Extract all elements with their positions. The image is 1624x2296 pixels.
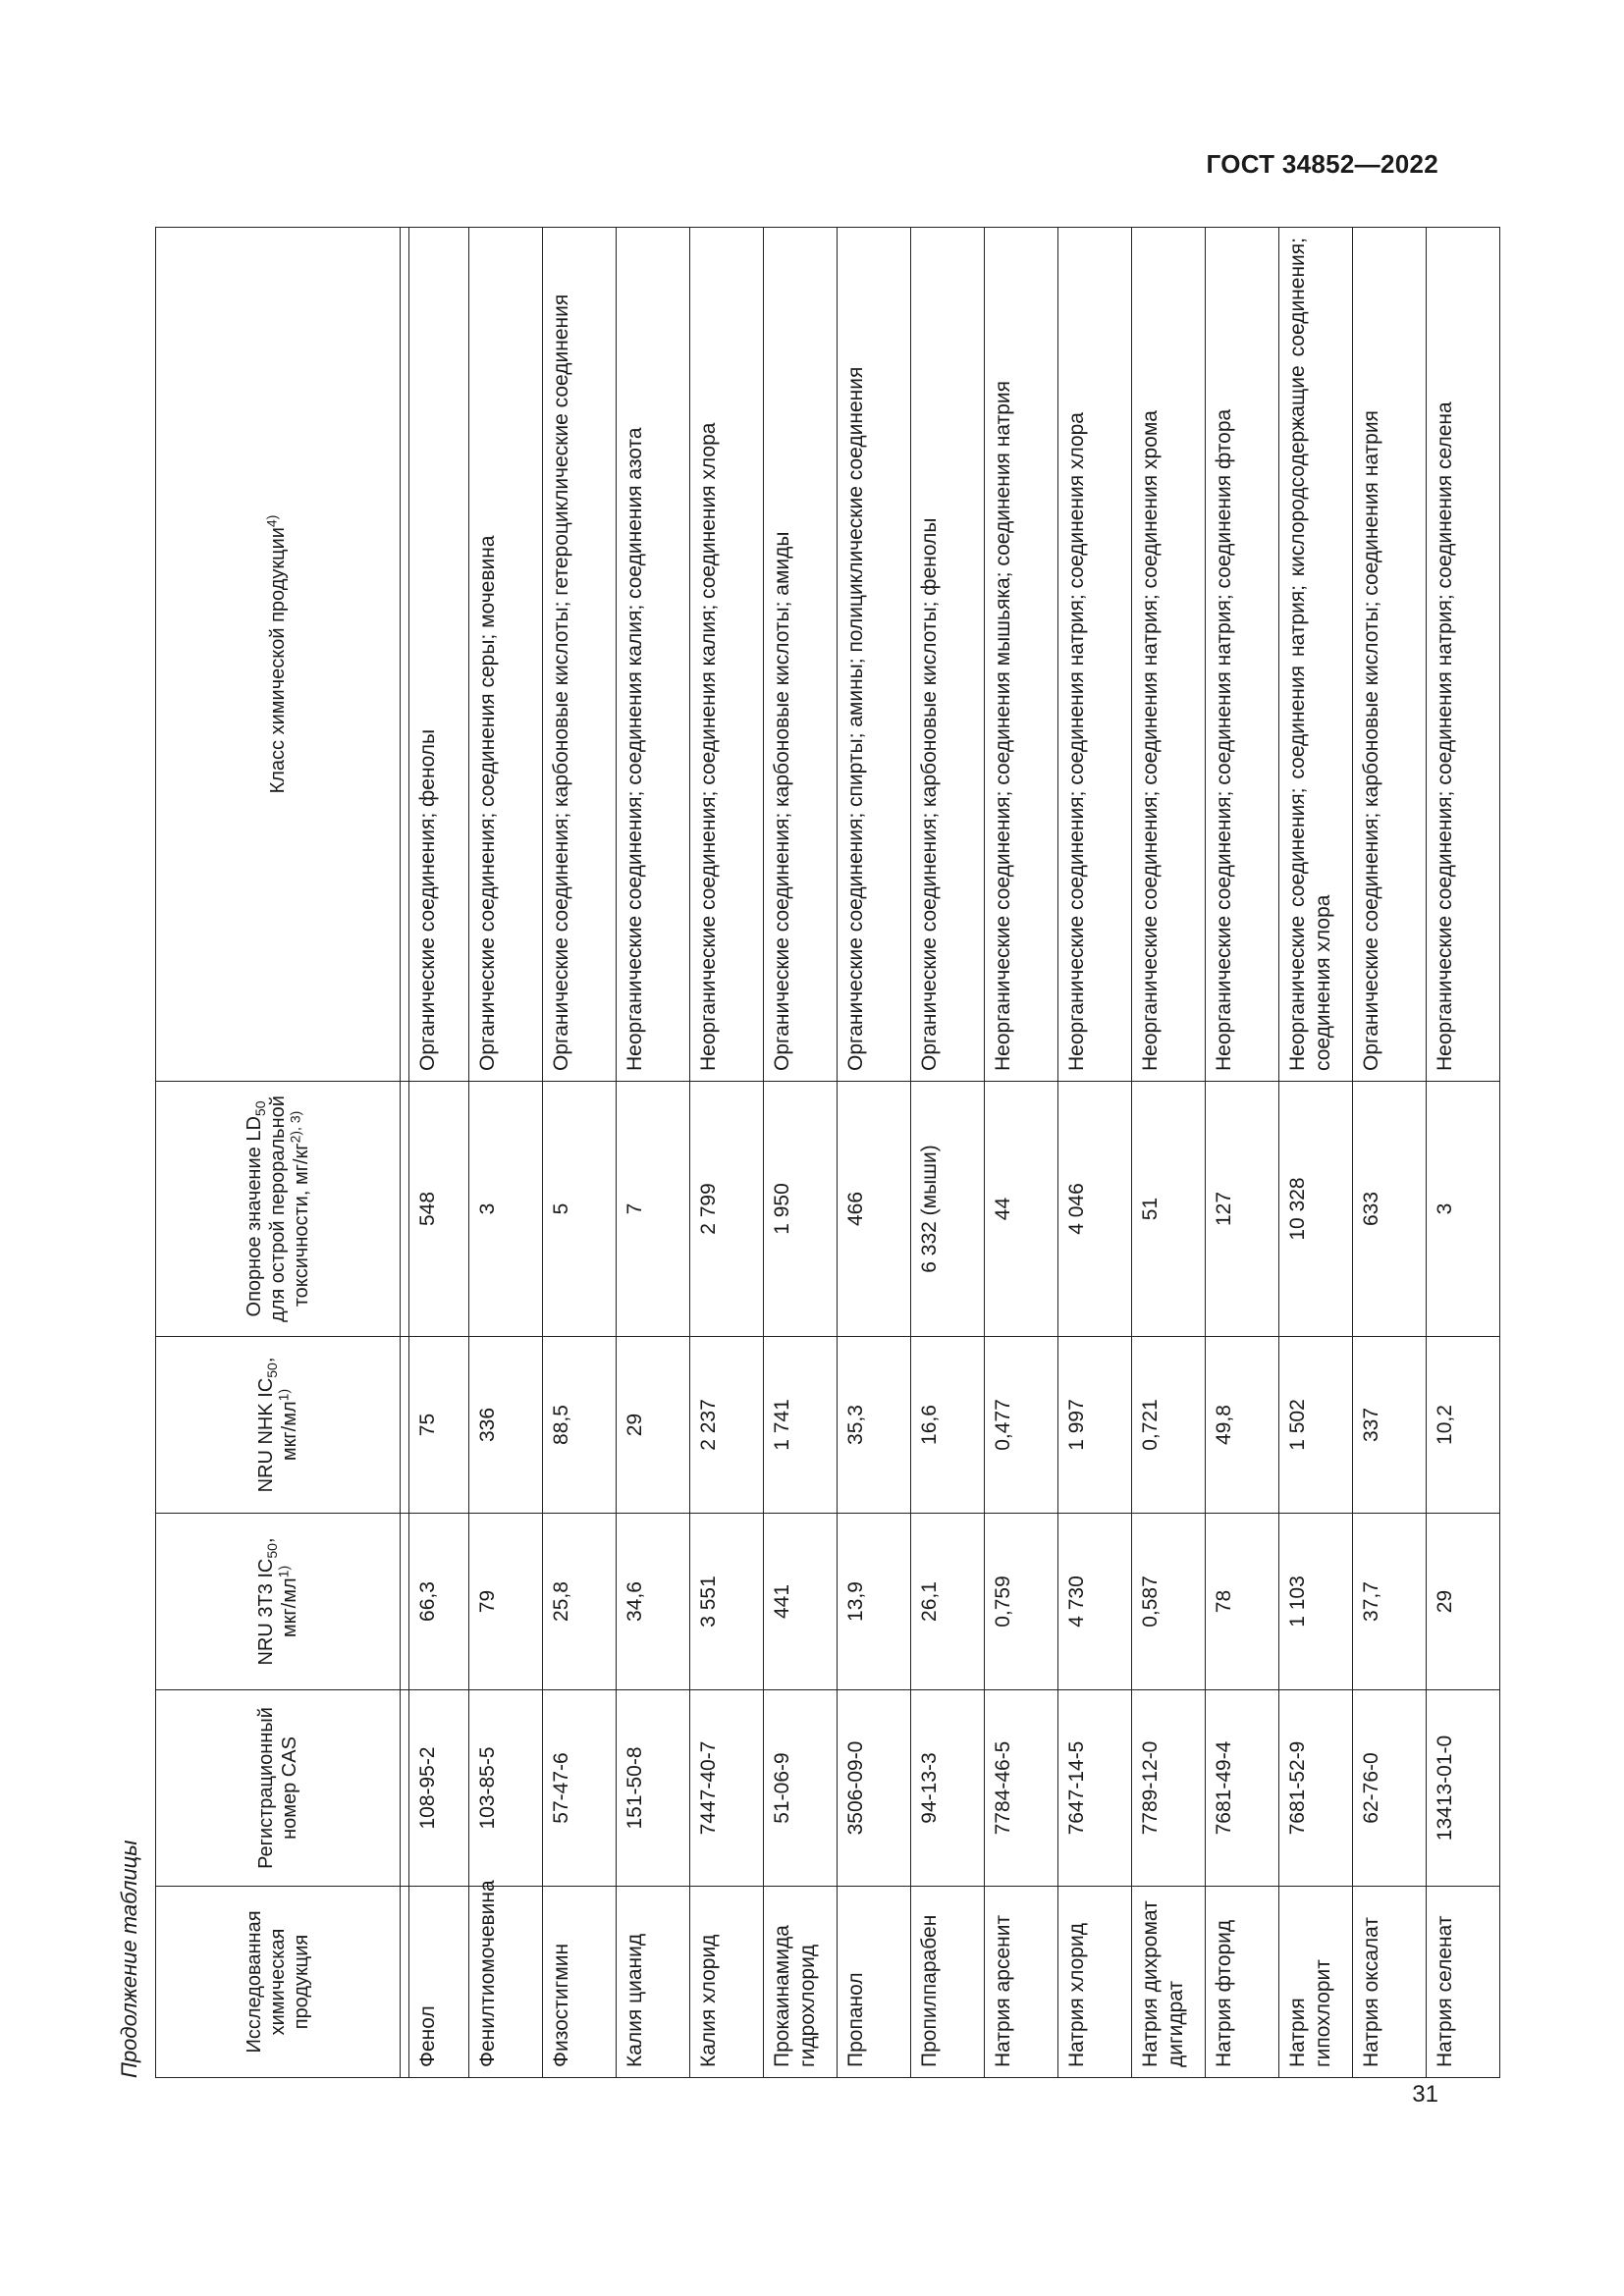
cell-chemical: Фенол (409, 1887, 469, 2078)
cell-cas: 7681-49-4 (1206, 1690, 1279, 1887)
cell-chemical: Калия хлорид (690, 1887, 764, 2078)
table-row (1353, 228, 1427, 2078)
cell-ld50: 51 (1132, 1082, 1206, 1337)
cell-ld50: 3 (469, 1082, 543, 1337)
cell-cas: 7647-14-5 (1058, 1690, 1132, 1887)
table-row (409, 228, 469, 2078)
cell-class: Органические соединения; фенолы (409, 228, 469, 1082)
table-row (1058, 228, 1132, 2078)
table-row (764, 228, 838, 2078)
cell-class: Неорганические соединения; соединения калия; соединения хлора (690, 228, 764, 1082)
cell-nru-3t3: 13,9 (838, 1514, 911, 1690)
cell-cas: 103-85-5 (469, 1690, 543, 1887)
cell-cas: 108-95-2 (409, 1690, 469, 1887)
cell-nru-nhk: 336 (469, 1337, 543, 1514)
cell-chemical: Натрия фторид (1206, 1887, 1279, 2078)
cell-chemical: Калия цианид (617, 1887, 690, 2078)
cell-nru-nhk: 2 237 (690, 1337, 764, 1514)
table-row (690, 228, 764, 2078)
cell-cas: 7447-40-7 (690, 1690, 764, 1887)
cell-ld50: 3 (1427, 1082, 1500, 1337)
cell-cas: 7681-52-9 (1279, 1690, 1353, 1887)
cell-class: Неорганические соединения; соединения мышьяка; соединения натрия (985, 228, 1058, 1082)
cell-class: Неорганические соединения; соединения натрия; соединения селена (1427, 228, 1500, 1082)
table-row (838, 228, 911, 2078)
header-ld50: Опорное значение $LD_{50}$ для острой пероральной токсичности, $мг/кг^{2), 3)}$ (156, 1082, 401, 1337)
cell-cas: 3506-09-0 (838, 1690, 911, 1887)
cell-nru-nhk: 337 (1353, 1337, 1427, 1514)
header-chemical: Исследованная химическая продукция (156, 1887, 401, 2078)
cell-nru-3t3: 4 730 (1058, 1514, 1132, 1690)
cell-chemical: Натрия оксалат (1353, 1887, 1427, 2078)
cell-class: Неорганические соединения; соединения натрия; соединения фтора (1206, 228, 1279, 1082)
cell-nru-nhk: 1 502 (1279, 1337, 1353, 1514)
cell-nru-nhk: 75 (409, 1337, 469, 1514)
cell-class: Неорганические соединения; соединения калия; соединения азота (617, 228, 690, 1082)
cell-cas: 7784-46-5 (985, 1690, 1058, 1887)
cell-chemical: Натрия хлорид (1058, 1887, 1132, 2078)
cell-cas: 151-50-8 (617, 1690, 690, 1887)
cell-chemical: Натрия селенат (1427, 1887, 1500, 2078)
cell-ld50: 548 (409, 1082, 469, 1337)
cell-class: Органические соединения; карбоновые кислоты; фенолы (911, 228, 985, 1082)
cell-ld50: 127 (1206, 1082, 1279, 1337)
cell-chemical: Натрия арсенит (985, 1887, 1058, 2078)
cell-nru-nhk: 0,721 (1132, 1337, 1206, 1514)
cell-nru-nhk: 10,2 (1427, 1337, 1500, 1514)
header-nru-3t3: NRU 3T3 $IC_{50}$, мкг/$мл^{1)}$ (156, 1514, 401, 1690)
cell-nru-3t3: 26,1 (911, 1514, 985, 1690)
table-row (543, 228, 617, 2078)
cell-chemical: Фенилтиомочевина (469, 1887, 543, 2078)
cell-ld50: 5 (543, 1082, 617, 1337)
cell-class: Органические соединения; карбоновые кислоты; гетероциклические соединения (543, 228, 617, 1082)
header-nru-nhk: NRU NHK $IC_{50}$, мкг/$мл^{1)}$ (156, 1337, 401, 1514)
cell-nru-3t3: 25,8 (543, 1514, 617, 1690)
cell-nru-nhk: 1 741 (764, 1337, 838, 1514)
cell-cas: 62-76-0 (1353, 1690, 1427, 1887)
cell-ld50: 466 (838, 1082, 911, 1337)
cell-chemical: Физостигмин (543, 1887, 617, 2078)
cell-ld50: 6 332 (мыши) (911, 1082, 985, 1337)
cell-nru-nhk: 49,8 (1206, 1337, 1279, 1514)
header-spacer-row (401, 228, 409, 2078)
cell-nru-3t3: 34,6 (617, 1514, 690, 1690)
cell-nru-3t3: 37,7 (1353, 1514, 1427, 1690)
table-row (985, 228, 1058, 2078)
cell-nru-nhk: 1 997 (1058, 1337, 1132, 1514)
cell-nru-nhk: 16,6 (911, 1337, 985, 1514)
cell-cas: 51-06-9 (764, 1690, 838, 1887)
cell-ld50: 7 (617, 1082, 690, 1337)
cell-ld50: 1 950 (764, 1082, 838, 1337)
table-row (1279, 228, 1353, 2078)
cell-nru-nhk: 35,3 (838, 1337, 911, 1514)
table-header-row (156, 228, 401, 2078)
table-continuation-label: Продолжение таблицы (117, 1840, 141, 2078)
cell-nru-3t3: 66,3 (409, 1514, 469, 1690)
cell-chemical: Пропилпарабен (911, 1887, 985, 2078)
cell-nru-3t3: 29 (1427, 1514, 1500, 1690)
cell-class: Органические соединения; карбоновые кислоты; соединения натрия (1353, 228, 1427, 1082)
cell-cas: 13413-01-0 (1427, 1690, 1500, 1887)
cell-nru-nhk: 88,5 (543, 1337, 617, 1514)
table-row (469, 228, 543, 2078)
header-cas: Регистрационный номер CAS (156, 1690, 401, 1887)
cell-nru-3t3: 0,759 (985, 1514, 1058, 1690)
cell-nru-3t3: 78 (1206, 1514, 1279, 1690)
cell-cas: 57-47-6 (543, 1690, 617, 1887)
cell-class: Органические соединения; соединения серы; мочевина (469, 228, 543, 1082)
header-chemical-class: Класс химической продукции$^{4)}$ (156, 228, 401, 1082)
table-row (911, 228, 985, 2078)
cell-ld50: 44 (985, 1082, 1058, 1337)
cell-cas: 94-13-3 (911, 1690, 985, 1887)
cell-chemical: Прокаинамида гидрохлорид (764, 1887, 838, 2078)
table-row (617, 228, 690, 2078)
page-number: 31 (1412, 2081, 1438, 2108)
cell-class: Органические соединения; карбоновые кислоты; амиды (764, 228, 838, 1082)
cell-nru-nhk: 0,477 (985, 1337, 1058, 1514)
cell-class: Неорганические соединения; соединения натрия; соединения хлора (1058, 228, 1132, 1082)
toxicity-table (155, 227, 1500, 2078)
cell-ld50: 2 799 (690, 1082, 764, 1337)
cell-chemical: Пропанол (838, 1887, 911, 2078)
cell-class: Органические соединения; спирты; амины; полициклические соединения (838, 228, 911, 1082)
cell-nru-3t3: 1 103 (1279, 1514, 1353, 1690)
rotated-table-block (108, 228, 1456, 2078)
table-row (1427, 228, 1500, 2078)
cell-nru-nhk: 29 (617, 1337, 690, 1514)
cell-class: Неорганические соединения; соединения натрия; кислородсодержащие соединения; соединения хлора (1279, 228, 1353, 1082)
standard-number: ГОСТ 34852—2022 (1206, 149, 1438, 179)
cell-ld50: 4 046 (1058, 1082, 1132, 1337)
cell-ld50: 633 (1353, 1082, 1427, 1337)
cell-nru-3t3: 3 551 (690, 1514, 764, 1690)
cell-nru-3t3: 79 (469, 1514, 543, 1690)
table-row (1132, 228, 1206, 2078)
cell-nru-3t3: 441 (764, 1514, 838, 1690)
cell-chemical: Натрия дихромат дигидрат (1132, 1887, 1206, 2078)
cell-class: Неорганические соединения; соединения натрия; соединения хрома (1132, 228, 1206, 1082)
cell-ld50: 10 328 (1279, 1082, 1353, 1337)
table-row (1206, 228, 1279, 2078)
cell-chemical: Натрия гипохлорит (1279, 1887, 1353, 2078)
cell-cas: 7789-12-0 (1132, 1690, 1206, 1887)
cell-nru-3t3: 0,587 (1132, 1514, 1206, 1690)
